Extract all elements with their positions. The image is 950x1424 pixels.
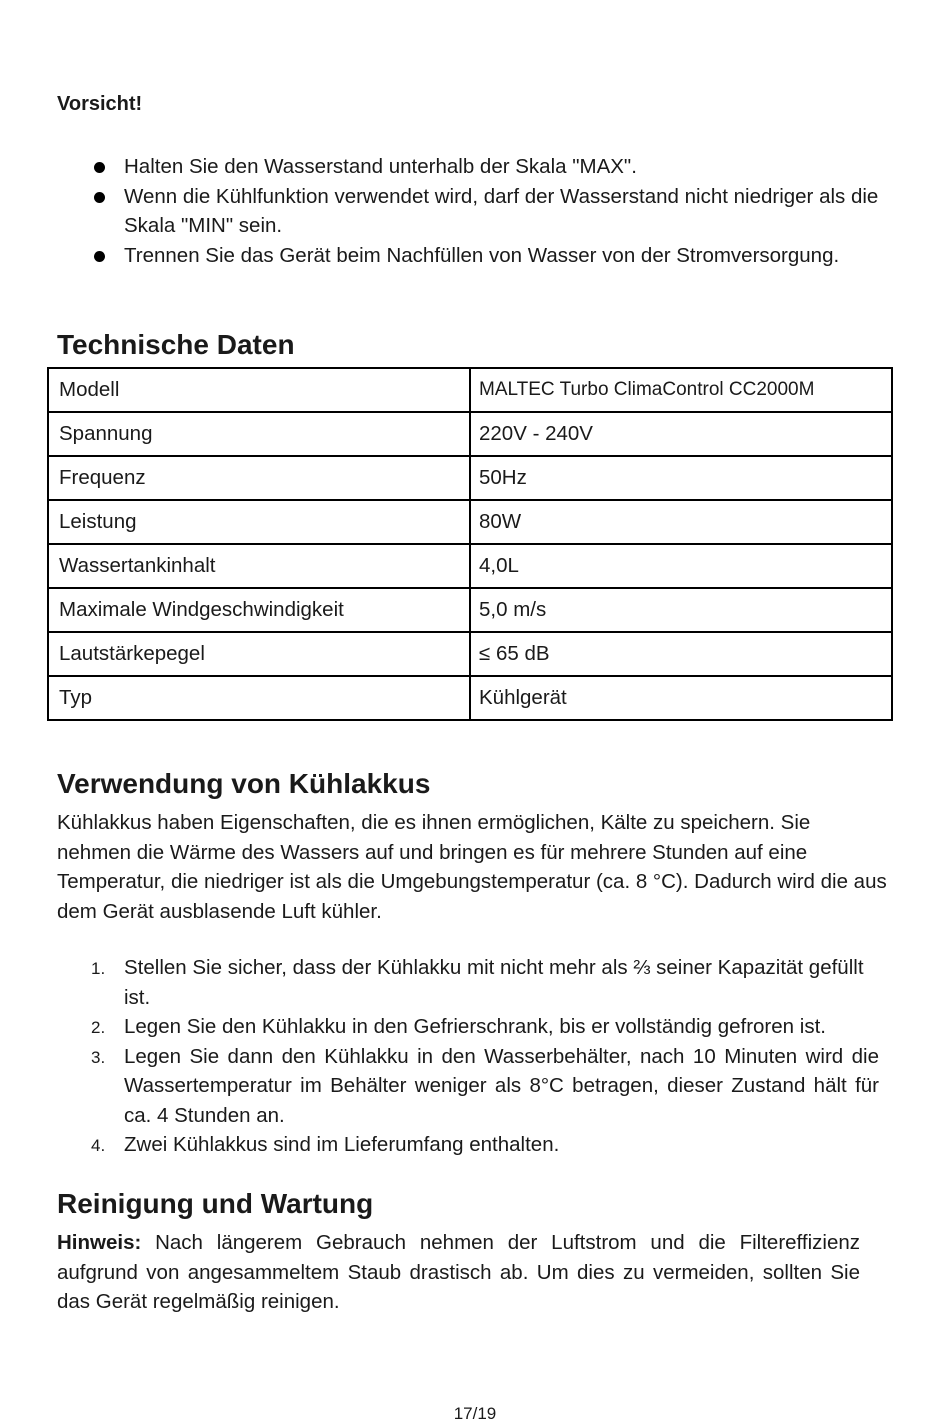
- step-text: Legen Sie dann den Kühlakku in den Wasserbehälter, nach 10 Minuten wird die Wassertemperatur im Behälter weniger als 8°C betragen, dieser Zustand hält für ca. 4 Stunden an.: [124, 1044, 879, 1127]
- table-row: [48, 368, 892, 412]
- step-number: 3.: [91, 1047, 106, 1067]
- table-row: [48, 544, 892, 588]
- note-text: Nach längerem Gebrauch nehmen der Luftstrom und die Filtereffizienz aufgrund von angesammeltem Staub drastisch ab. Um dies zu vermeiden, sollten Sie das Gerät regelmäßig reinigen.: [57, 1231, 860, 1313]
- bullet-icon: [94, 192, 105, 203]
- ice-intro: Kühlakkus haben Eigenschaften, die es ihnen ermöglichen, Kälte zu speichern. Sie nehmen die Wärme des Wassers auf und bringen es für mehrere Stunden auf eine Temperatur, die niedriger ist als die Umgebungstemperatur (ca. 8 °C). Dadurch wird die aus dem Gerät ausblasende Luft kühler.: [57, 811, 887, 923]
- caution-text: Wenn die Kühlfunktion verwendet wird, darf der Wasserstand nicht niedriger als die Skala "MIN" sein.: [124, 184, 879, 237]
- spec-key: Wassertankinhalt: [48, 544, 470, 588]
- spec-value: ≤ 65 dB: [470, 632, 892, 676]
- spec-key: Frequenz: [48, 456, 470, 500]
- caution-list: [57, 152, 897, 270]
- step-text: Stellen Sie sicher, dass der Kühlakku mit nicht mehr als ⅔ seiner Kapazität gefüllt ist.: [124, 956, 864, 1009]
- table-row: [48, 500, 892, 544]
- caution-text: Trennen Sie das Gerät beim Nachfüllen von Wasser von der Stromversorgung.: [124, 243, 840, 267]
- table-row: [48, 588, 892, 632]
- spec-value: 80W: [470, 500, 892, 544]
- list-item: [57, 1130, 887, 1160]
- spec-value: Kühlgerät: [470, 676, 892, 720]
- spec-key: Lautstärkepegel: [48, 632, 470, 676]
- spec-key: Typ: [48, 676, 470, 720]
- section-heading-tech: Technische Daten: [57, 329, 295, 360]
- spec-key: Maximale Windgeschwindigkeit: [48, 588, 470, 632]
- bullet-icon: [94, 251, 105, 262]
- table-row: [48, 412, 892, 456]
- list-item: [57, 152, 897, 182]
- spec-value: 4,0L: [470, 544, 892, 588]
- list-item: [57, 182, 897, 241]
- clean-note: [57, 1228, 860, 1317]
- spec-key: Modell: [48, 368, 470, 412]
- section-heading-ice: Verwendung von Kühlakkus: [57, 768, 431, 799]
- caution-title: Vorsicht!: [57, 93, 143, 115]
- note-label: Hinweis:: [57, 1231, 142, 1254]
- step-text: Zwei Kühlakkus sind im Lieferumfang enthalten.: [124, 1133, 560, 1156]
- spec-key: Leistung: [48, 500, 470, 544]
- table-row: [48, 456, 892, 500]
- table-row: [48, 632, 892, 676]
- table-row: [48, 676, 892, 720]
- list-item: [57, 1012, 887, 1042]
- step-number: 1.: [91, 959, 106, 978]
- step-number: 4.: [91, 1136, 106, 1155]
- list-item: [57, 953, 887, 1012]
- spec-value: 50Hz: [470, 456, 892, 500]
- spec-table: [47, 367, 893, 721]
- ice-steps: [57, 953, 887, 1160]
- page-number: 17/19: [453, 1404, 497, 1423]
- list-item: [57, 1042, 879, 1131]
- list-item: [57, 241, 897, 271]
- spec-value: MALTEC Turbo ClimaControl CC2000M: [470, 368, 892, 412]
- bullet-icon: [94, 162, 105, 173]
- spec-value: 220V - 240V: [470, 412, 892, 456]
- step-number: 2.: [91, 1018, 106, 1037]
- step-text: Legen Sie den Kühlakku in den Gefrierschrank, bis er vollständig gefroren ist.: [124, 1015, 826, 1038]
- caution-text: Halten Sie den Wasserstand unterhalb der Skala "MAX".: [124, 155, 637, 178]
- spec-value: 5,0 m/s: [470, 588, 892, 632]
- spec-key: Spannung: [48, 412, 470, 456]
- section-heading-clean: Reinigung und Wartung: [57, 1188, 374, 1219]
